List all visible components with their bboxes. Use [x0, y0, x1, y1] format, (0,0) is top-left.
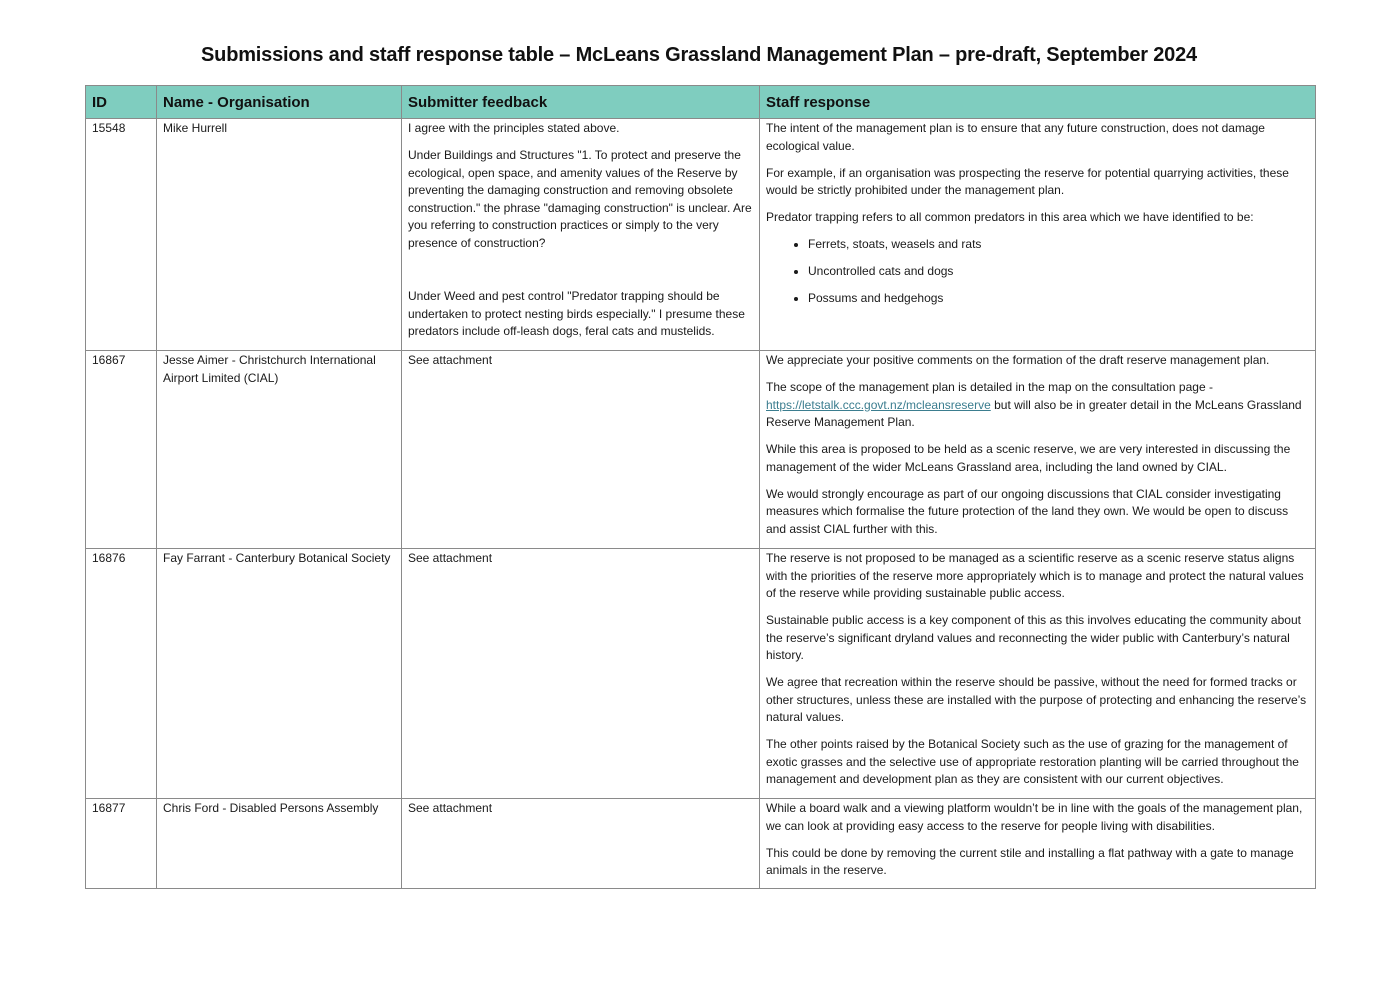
cell-feedback [402, 351, 760, 549]
staff-paragraph: While this area is proposed to be held as a scenic reserve, we are very interested in discussing the management of the wider McLeans Grassland area, including the land owned by CIAL. [766, 442, 1291, 474]
table-row [86, 549, 1316, 799]
staff-paragraph: We would strongly encourage as part of our ongoing discussions that CIAL consider investigating measures which formalise the future protection of the land they own. We would be open to discuss and assist CIAL further with this. [766, 486, 1289, 536]
staff-paragraph: The other points raised by the Botanical Society such as the use of grazing for the management of exotic grasses and the selective use of appropriate restoration planting will be carried throughout the management and development plan as they are consistent with our current objectives. [766, 737, 1299, 786]
cell-name [157, 549, 402, 799]
feedback-paragraph: See attachment [408, 801, 493, 815]
cell-id [86, 799, 157, 889]
cell-name [157, 799, 402, 889]
submissions-table [85, 85, 1316, 889]
list-item: • Uncontrolled cats and dogs [808, 263, 1309, 281]
consultation-page-link[interactable]: https://letstalk.ccc.govt.nz/mcleansreserve [766, 397, 991, 412]
feedback-paragraph: I agree with the principles stated above. [408, 121, 620, 135]
feedback-paragraph: Under Buildings and Structures "1. To protect and preserve the ecological, open space, and amenity values of the Reserve by preventing the damaging construction and removing obsolete construction." the phrase "damaging construction" is unclear. Are you referring to construction practices or simply to the very presence of construction? [408, 148, 752, 250]
cell-name [157, 119, 402, 351]
submitter-name: Jesse Aimer - Christchurch International Airport Limited (CIAL) [163, 353, 376, 385]
link-suffix: but will also be in greater detail in the McLeans Grassland Reserve Management Plan. [766, 397, 1302, 429]
header-id: ID [86, 86, 157, 119]
cell-id [86, 351, 157, 549]
cell-id [86, 549, 157, 799]
header-staff-response: Staff response [760, 86, 1316, 119]
cell-staff-response [760, 351, 1316, 549]
table-row [86, 119, 1316, 351]
feedback-paragraph: See attachment [408, 551, 493, 565]
cell-feedback [402, 119, 760, 351]
staff-paragraph: The reserve is not proposed to be managed as a scientific reserve as a scenic reserve status aligns with the priorities of the reserve more appropriately which is to manage and protect the natural values of the reserve while providing sustainable public access. [766, 551, 1304, 600]
submitter-name: Mike Hurrell [163, 121, 228, 135]
table-header-row [86, 86, 1316, 119]
staff-paragraph: For example, if an organisation was prospecting the reserve for potential quarrying activities, these would be strictly prohibited under the management plan. [766, 165, 1289, 197]
submission-id: 16867 [92, 353, 126, 367]
link-preface: The scope of the management plan is detailed in the map on the consultation page - [766, 380, 1213, 394]
predator-list [766, 236, 1309, 308]
table-row [86, 799, 1316, 889]
staff-paragraph: While a board walk and a viewing platform wouldn’t be in line with the goals of the management plan, we can look at providing easy access to the reserve for people living with disabilities. [766, 801, 1303, 833]
staff-paragraph: We agree that recreation within the reserve should be passive, without the need for formed tracks or other structures, unless these are installed with the purpose of protecting and enhancing the reserve’s natural values. [766, 675, 1307, 724]
staff-paragraph-with-link [766, 379, 1309, 432]
submission-id: 16877 [92, 801, 126, 815]
cell-staff-response [760, 799, 1316, 889]
submission-id: 16876 [92, 551, 126, 565]
staff-paragraph: This could be done by removing the current stile and installing a flat pathway with a gate to manage animals in the reserve. [766, 845, 1294, 877]
list-item: • Possums and hedgehogs [808, 290, 1309, 308]
feedback-paragraph: See attachment [408, 353, 493, 367]
staff-paragraph: Predator trapping refers to all common predators in this area which we have identified to be: [766, 210, 1254, 224]
header-submitter-feedback: Submitter feedback [402, 86, 760, 119]
cell-staff-response [760, 119, 1316, 351]
staff-paragraph: We appreciate your positive comments on the formation of the draft reserve management plan. [766, 353, 1270, 367]
feedback-paragraph: Under Weed and pest control "Predator trapping should be undertaken to protect nesting birds especially." I presume these predators include off-leash dogs, feral cats and mustelids. [408, 289, 745, 338]
table-row [86, 351, 1316, 549]
cell-feedback [402, 549, 760, 799]
submission-id: 15548 [92, 121, 126, 135]
cell-feedback [402, 799, 760, 889]
submitter-name: Fay Farrant - Canterbury Botanical Society [163, 551, 391, 565]
cell-name [157, 351, 402, 549]
document-title: Submissions and staff response table – McLeans Grassland Management Plan – pre-draft, September 2024 [201, 44, 1197, 66]
cell-id [86, 119, 157, 351]
cell-staff-response [760, 549, 1316, 799]
staff-paragraph: Sustainable public access is a key component of this as this involves educating the community about the reserve’s significant dryland values and reconnecting the wider public with Canterbury’s natural history. [766, 613, 1301, 662]
list-item: • Ferrets, stoats, weasels and rats [808, 236, 1309, 254]
header-name-organisation: Name - Organisation [157, 86, 402, 119]
staff-paragraph: The intent of the management plan is to ensure that any future construction, does not damage ecological value. [766, 121, 1265, 153]
submitter-name: Chris Ford - Disabled Persons Assembly [163, 801, 379, 815]
